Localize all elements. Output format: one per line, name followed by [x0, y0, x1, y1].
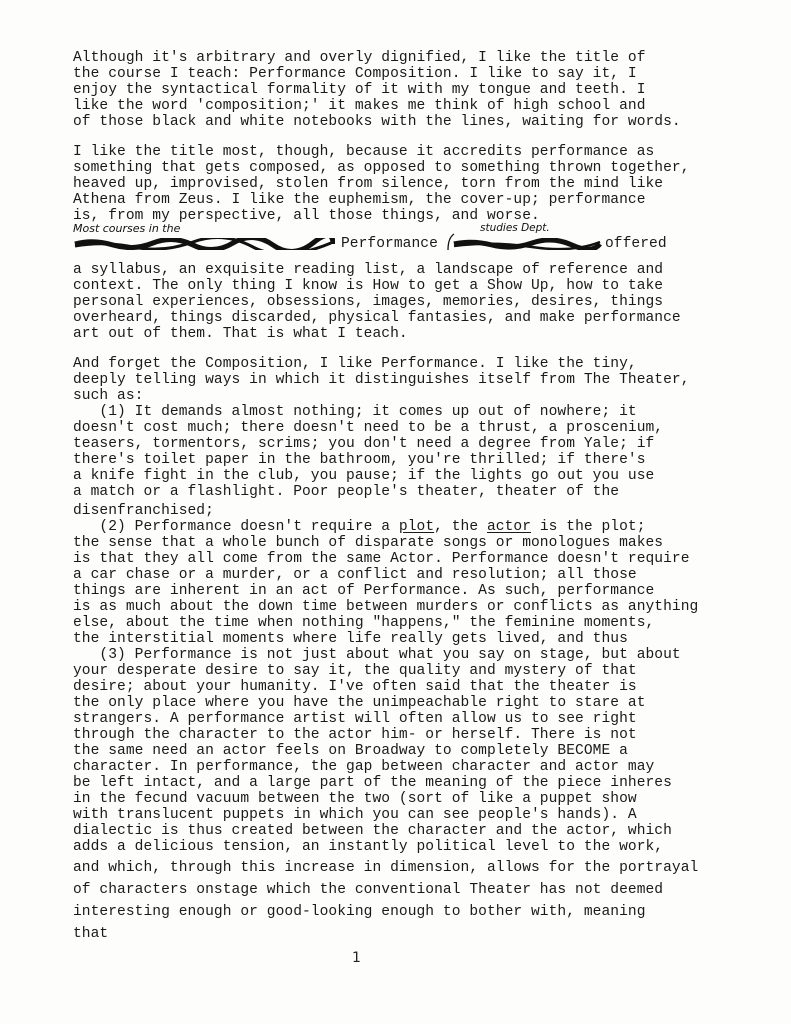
text-line: deeply telling ways in which it distinguishes itself from The Theater, [73, 372, 690, 388]
text-line: in the fecund vacuum between the two (sort of like a puppet show [73, 791, 637, 807]
handwritten-note: studies Dept. [480, 222, 550, 234]
text-line: a match or a flashlight. Poor people's theater, theater of the [73, 484, 620, 500]
text-line: the interstitial moments where life really gets lived, and thus [73, 631, 628, 647]
text-line: context. The only thing I know is How to get a Show Up, how to take [73, 278, 664, 294]
text-line: interesting enough or good-looking enough to bother with, meaning [73, 904, 646, 920]
text-span: , the [434, 519, 487, 535]
text-line: a car chase or a murder, or a conflict and resolution; all those [73, 567, 637, 583]
text-line: is that they all come from the same Actor. Performance doesn't require [73, 551, 690, 567]
text-line: offered [605, 236, 667, 252]
text-line: (3) Performance is not just about what you say on stage, but about [73, 647, 681, 663]
text-span: (2) Performance doesn't require a [73, 519, 399, 535]
text-line: else, about the time when nothing "happens," the feminine moments, [73, 615, 655, 631]
text-line: with translucent puppets in which you can see people's hands). A [73, 807, 637, 823]
text-line: such as: [73, 388, 144, 404]
text-line: a syllabus, an exquisite reading list, a landscape of reference and [73, 262, 664, 278]
text-line: that [73, 926, 109, 942]
text-line: disenfranchised; [73, 503, 214, 519]
text-line: be left intact, and a large part of the meaning of the piece inheres [73, 775, 672, 791]
scribbled-out-text [73, 238, 335, 250]
underlined-word: actor [486, 519, 532, 535]
text-line: something that gets composed, as opposed to something thrown together, [73, 160, 690, 176]
text-line: desire; about your humanity. I've often said that the theater is [73, 679, 637, 695]
text-line: like the word 'composition;' it makes me think of high school and [73, 98, 646, 114]
scribbled-out-text [452, 238, 602, 250]
text-line: things are inherent in an act of Performance. As such, performance [73, 583, 655, 599]
text-line: Although it's arbitrary and overly dignified, I like the title of [73, 50, 646, 66]
text-line: your desperate desire to say it, the quality and mystery of that [73, 663, 637, 679]
page-number: 1 [352, 950, 361, 966]
text-line: the course I teach: Performance Composition. I like to say it, I [73, 66, 637, 82]
text-line: heaved up, improvised, stolen from silence, torn from the mind like [73, 176, 664, 192]
text-span: is the plot; [531, 519, 646, 535]
text-line: dialectic is thus created between the character and the actor, which [73, 823, 672, 839]
text-line: doesn't cost much; there doesn't need to be a thrust, a proscenium, [73, 420, 664, 436]
text-line: enjoy the syntactical formality of it with my tongue and teeth. I [73, 82, 646, 98]
text-line: is, from my perspective, all those things, and worse. [73, 208, 540, 224]
text-line: there's toilet paper in the bathroom, you're thrilled; if there's [73, 452, 646, 468]
text-line: adds a delicious tension, an instantly political level to the work, [73, 839, 664, 855]
text-line: (1) It demands almost nothing; it comes up out of nowhere; it [73, 404, 637, 420]
text-line: personal experiences, obsessions, images, memories, desires, things [73, 294, 664, 310]
text-line: the same need an actor feels on Broadway to completely BECOME a [73, 743, 628, 759]
text-line: and which, through this increase in dimension, allows for the portrayal [73, 860, 699, 876]
text-line: Athena from Zeus. I like the euphemism, the cover-up; performance [73, 192, 646, 208]
text-line: the sense that a whole bunch of disparate songs or monologues makes [73, 535, 664, 551]
text-line: a knife fight in the club, you pause; if the lights go out you use [73, 468, 655, 484]
text-line: character. In performance, the gap between character and actor may [73, 759, 655, 775]
text-line [73, 519, 646, 535]
text-line: the only place where you have the unimpeachable right to stare at [73, 695, 646, 711]
handwritten-note: Most courses in the [73, 222, 181, 235]
text-line: overheard, things discarded, physical fantasies, and make performance [73, 310, 681, 326]
text-line: of those black and white notebooks with the lines, waiting for words. [73, 114, 681, 130]
text-line: art out of them. That is what I teach. [73, 326, 408, 342]
underlined-word: plot [398, 519, 435, 535]
text-line: through the character to the actor him- or herself. There is not [73, 727, 637, 743]
text-line: is as much about the down time between murders or conflicts as anything [73, 599, 699, 615]
text-line: And forget the Composition, I like Performance. I like the tiny, [73, 356, 637, 372]
text-line: of characters onstage which the conventional Theater has not deemed [73, 882, 664, 898]
text-line: teasers, tormentors, scrims; you don't need a degree from Yale; if [73, 436, 655, 452]
text-line: I like the title most, though, because it accredits performance as [73, 144, 655, 160]
text-line: Performance [341, 236, 438, 252]
text-line: strangers. A performance artist will often allow us to see right [73, 711, 637, 727]
